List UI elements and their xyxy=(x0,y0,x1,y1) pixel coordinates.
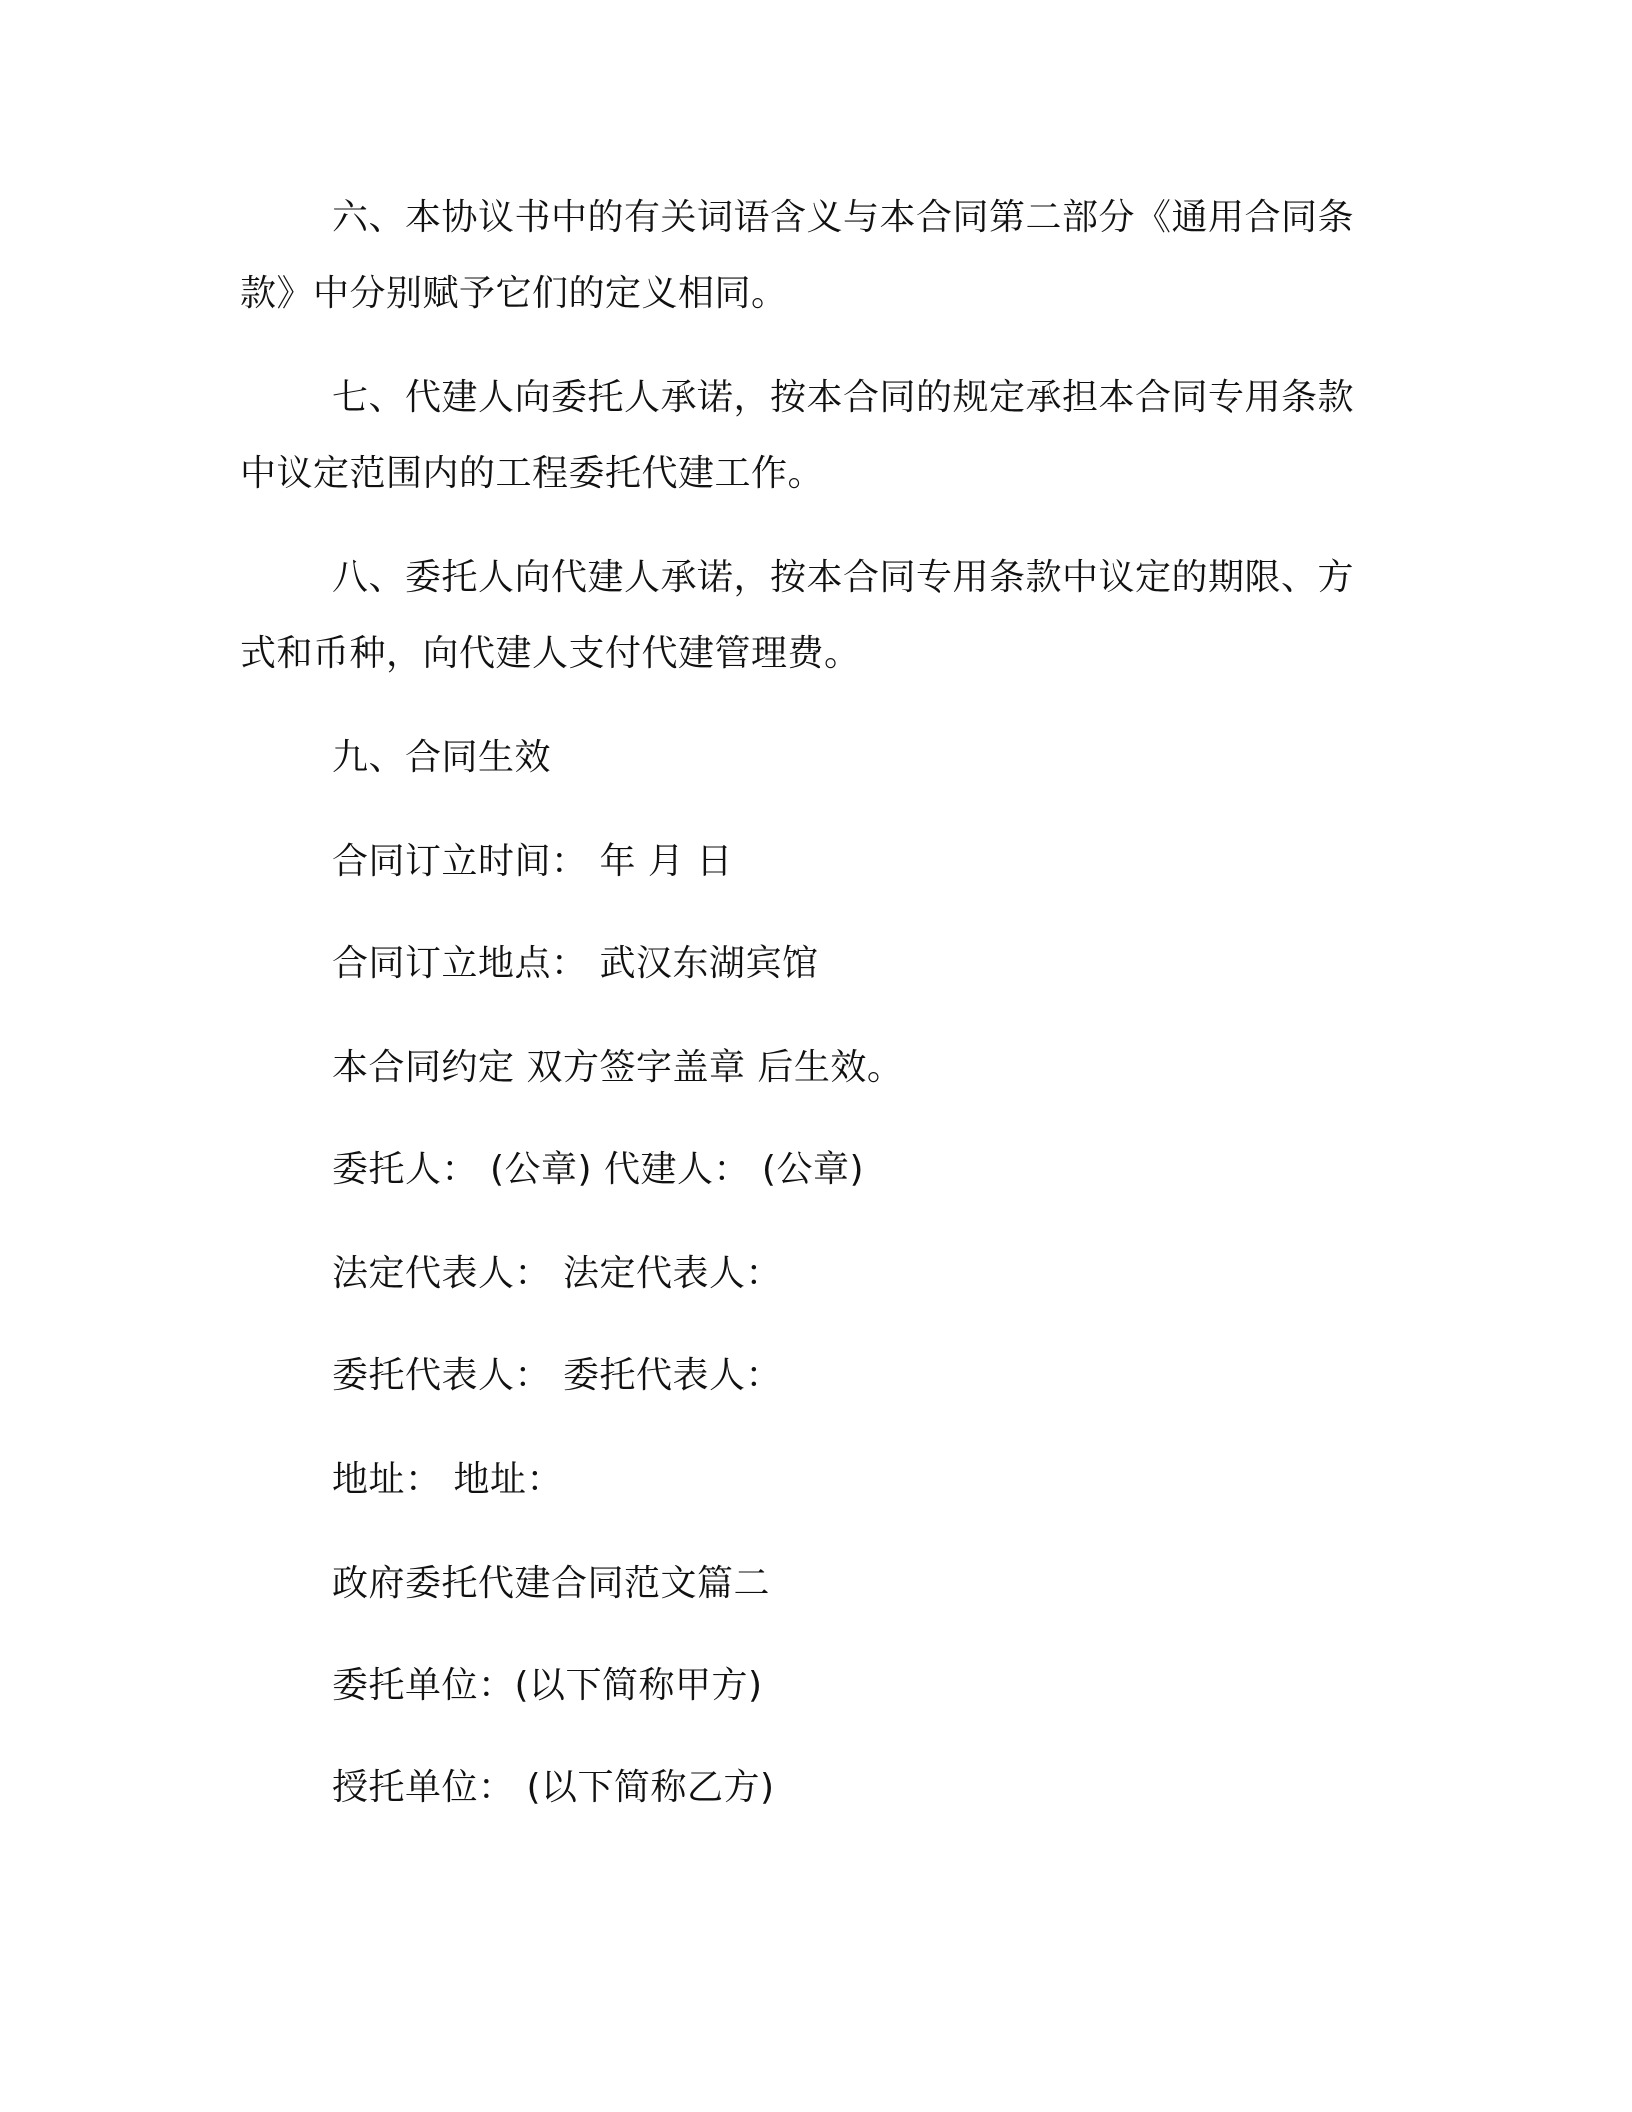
para6-line2: 款》中分别赋予它们的定义相同。 xyxy=(240,273,788,314)
seal-line: 委托人： (公章) 代建人： (公章) xyxy=(332,1149,865,1190)
address: 地址： 地址： xyxy=(332,1459,563,1500)
legal-representative: 法定代表人： 法定代表人： xyxy=(332,1253,782,1294)
principal-unit: 委托单位：(以下简称甲方) xyxy=(332,1665,763,1706)
section-title: 政府委托代建合同范文篇二 xyxy=(332,1563,771,1604)
para8-line2: 式和币种，向代建人支付代建管理费。 xyxy=(240,633,861,674)
effect-clause: 本合同约定 双方签字盖章 后生效。 xyxy=(332,1047,904,1088)
para7-line1: 七、代建人向委托人承诺，按本合同的规定承担本合同专用条款 xyxy=(332,377,1355,418)
sign-place: 合同订立地点： 武汉东湖宾馆 xyxy=(332,943,819,984)
agent-unit: 授托单位： (以下简称乙方) xyxy=(332,1767,775,1808)
para8-line1: 八、委托人向代建人承诺，按本合同专用条款中议定的期限、方 xyxy=(332,557,1355,598)
para9-heading: 九、合同生效 xyxy=(332,737,552,778)
sign-date: 合同订立时间： 年 月 日 xyxy=(332,841,733,882)
para6-line1: 六、本协议书中的有关词语含义与本合同第二部分《通用合同条 xyxy=(332,197,1355,238)
authorized-representative: 委托代表人： 委托代表人： xyxy=(332,1355,782,1396)
para7-line2: 中议定范围内的工程委托代建工作。 xyxy=(240,453,825,494)
